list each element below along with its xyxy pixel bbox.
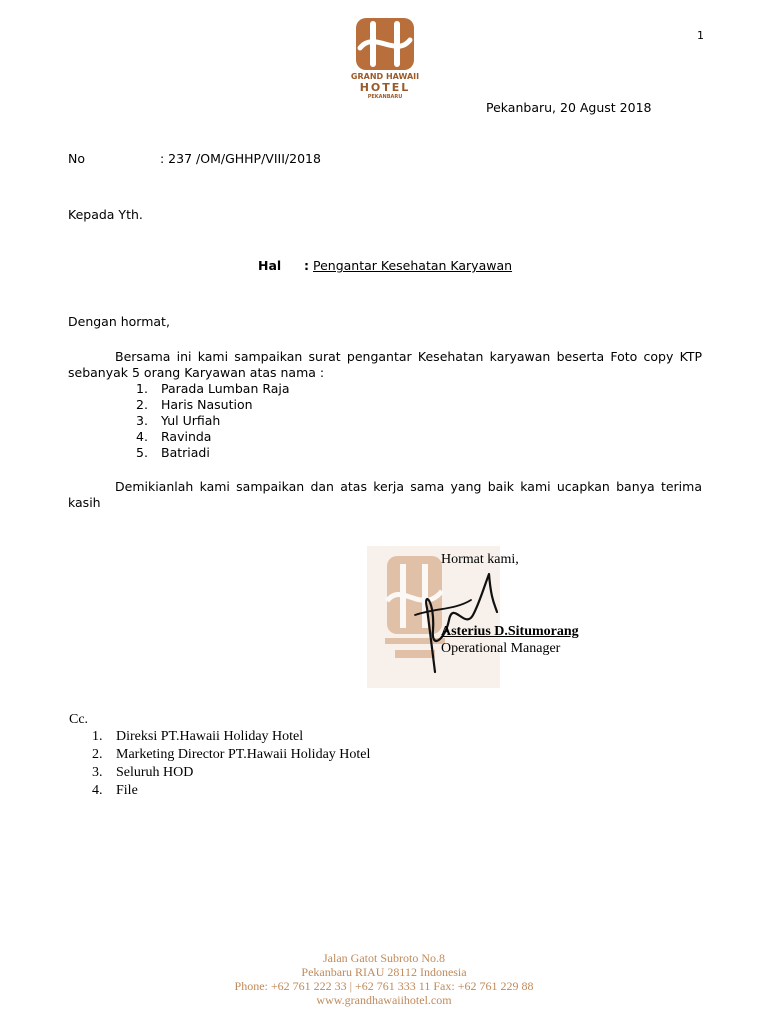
employee-list	[136, 381, 290, 461]
cc-list	[92, 728, 370, 800]
body-paragraph-1: Bersama ini kami sampaikan surat pengantar Kesehatan karyawan beserta Foto copy KTP sebanyak 5 orang Karyawan atas nama :	[68, 349, 702, 380]
hotel-logo	[350, 16, 420, 100]
footer-website: www.grandhawaiihotel.com	[316, 993, 452, 1007]
logo-city: PEKANBARU	[367, 94, 403, 100]
subject-value: Pengantar Kesehatan Karyawan	[313, 258, 513, 273]
greeting: Dengan hormat,	[68, 314, 170, 329]
subject-label: Hal	[258, 258, 282, 273]
signer-title: Operational Manager	[441, 641, 561, 656]
list-item: 1. Direksi PT.Hawaii Holiday Hotel	[92, 729, 304, 744]
cc-label: Cc.	[69, 712, 89, 727]
list-item: 2. Haris Nasution	[136, 397, 253, 412]
footer-address-line-2: Pekanbaru RIAU 28112 Indonesia	[301, 965, 467, 979]
number-label: No	[68, 151, 85, 166]
signer-name: Asterius D.Situmorang	[441, 624, 579, 639]
letter-footer	[0, 951, 768, 1007]
list-item: 4. File	[92, 783, 138, 798]
footer-phone: Phone: +62 761 222 33 | +62 761 333 11 Fax: +62 761 229 88	[234, 979, 534, 993]
recipient: Kepada Yth.	[68, 207, 143, 222]
footer-address-line-1: Jalan Gatot Subroto No.8	[323, 951, 445, 965]
body-paragraph-2: Demikianlah kami sampaikan dan atas kerja sama yang baik kami ucapkan banya terima kasih	[68, 479, 702, 510]
number-value: : 237 /OM/GHHP/VIII/2018	[160, 151, 321, 166]
page-number: 1	[697, 29, 704, 42]
letter-date: Pekanbaru, 20 Agust 2018	[486, 100, 652, 115]
list-item: 2. Marketing Director PT.Hawaii Holiday Hotel	[92, 747, 371, 762]
logo-name: GRAND HAWAII	[350, 72, 420, 81]
list-item: 4. Ravinda	[136, 429, 212, 444]
list-item: 3. Seluruh HOD	[92, 765, 194, 780]
list-item: 1. Parada Lumban Raja	[136, 381, 290, 396]
list-item: 3. Yul Urfiah	[136, 413, 221, 428]
closing: Hormat kami,	[441, 552, 519, 567]
logo-hotel: HOTEL	[359, 81, 411, 94]
list-item: 5. Batriadi	[136, 445, 210, 460]
logo-h-mark-icon	[356, 18, 414, 70]
subject-colon: :	[304, 258, 309, 273]
